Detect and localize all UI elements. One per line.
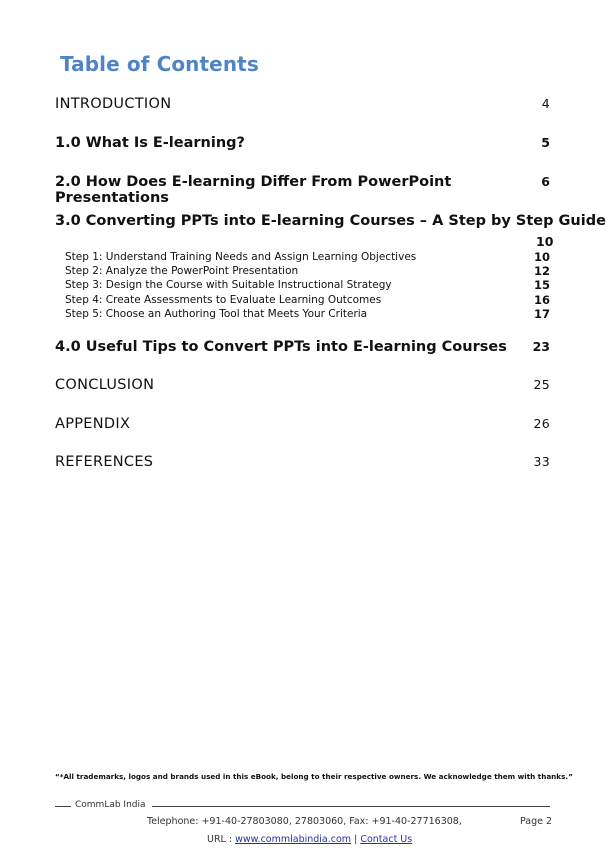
toc-step-label: Step 1: Understand Training Needs and Assign Learning Objectives xyxy=(65,251,417,263)
url-prefix: URL : xyxy=(207,834,233,845)
toc-entry-page: 25 xyxy=(533,377,550,392)
toc-entry-label: INTRODUCTION xyxy=(55,96,172,112)
toc-step-page: 17 xyxy=(533,307,550,321)
toc-entry-useful-tips[interactable] xyxy=(55,339,550,355)
page-number: Page 2 xyxy=(520,816,553,827)
toc-entry-page: 4 xyxy=(541,96,550,111)
toc-entry-page: 6 xyxy=(541,174,550,189)
toc-entry-what-is-elearning[interactable] xyxy=(55,135,550,151)
toc-entry-page: 5 xyxy=(541,135,550,150)
toc-step-page: 16 xyxy=(533,293,550,307)
toc-entry-page: 26 xyxy=(533,416,550,431)
toc-entry-label: CONCLUSION xyxy=(55,377,155,393)
toc-step-label: Step 2: Analyze the PowerPoint Presentation xyxy=(65,265,299,277)
toc-entry-page: 10 xyxy=(536,234,554,249)
toc-entry-label: APPENDIX xyxy=(55,416,131,432)
toc-step-label: Step 4: Create Assessments to Evaluate Learning Outcomes xyxy=(65,294,382,306)
toc-entry-label: REFERENCES xyxy=(55,454,154,470)
footer-divider xyxy=(55,800,550,812)
contact-us-link[interactable]: Contact Us xyxy=(360,834,413,845)
footer-url-line xyxy=(207,834,412,845)
toc-entry-references[interactable] xyxy=(55,454,550,470)
toc-step-page: 12 xyxy=(533,264,550,278)
website-link[interactable]: www.commlabindia.com xyxy=(235,834,352,845)
toc-entry-label: 4.0 Useful Tips to Convert PPTs into E-learning Courses xyxy=(55,339,507,355)
toc-step-label: Step 5: Choose an Authoring Tool that Meets Your Criteria xyxy=(65,308,368,320)
trademark-disclaimer: “*All trademarks, logos and brands used in this eBook, belong to their respective owners. We acknowledge them with thanks.” xyxy=(55,772,573,781)
toc-step-3[interactable] xyxy=(65,278,550,292)
toc-step-label: Step 3: Design the Course with Suitable Instructional Strategy xyxy=(65,279,392,291)
footer-rule-right xyxy=(152,806,550,807)
toc-step-1[interactable] xyxy=(65,250,550,264)
footer-rule-left xyxy=(55,806,71,807)
toc-step-page: 15 xyxy=(533,278,550,292)
url-separator: | xyxy=(354,834,358,845)
footer-contact: Telephone: +91-40-27803080, 27803060, Fax: +91-40-27716308, xyxy=(147,816,462,827)
toc-title: Table of Contents xyxy=(60,52,259,76)
toc-entry-page: 33 xyxy=(533,454,550,469)
toc-step-2[interactable] xyxy=(65,264,550,278)
toc-entry-converting-ppts[interactable]: 3.0 Converting PPTs into E-learning Courses – A Step by Step Guide xyxy=(55,213,606,229)
toc-entry-label: 1.0 What Is E-learning? xyxy=(55,135,245,151)
footer-brand: CommLab India xyxy=(75,800,146,810)
toc-step-4[interactable] xyxy=(65,293,550,307)
toc-entry-introduction[interactable] xyxy=(55,96,550,112)
toc-entry-page: 23 xyxy=(532,339,550,354)
toc-step-page: 10 xyxy=(533,250,550,264)
toc-entry-how-differ[interactable] xyxy=(55,174,550,206)
toc-entry-label: 2.0 How Does E-learning Differ From PowerPoint Presentations xyxy=(55,174,452,206)
toc-entry-appendix[interactable] xyxy=(55,416,550,432)
toc-step-5[interactable] xyxy=(65,307,550,321)
toc-entry-conclusion[interactable] xyxy=(55,377,550,393)
